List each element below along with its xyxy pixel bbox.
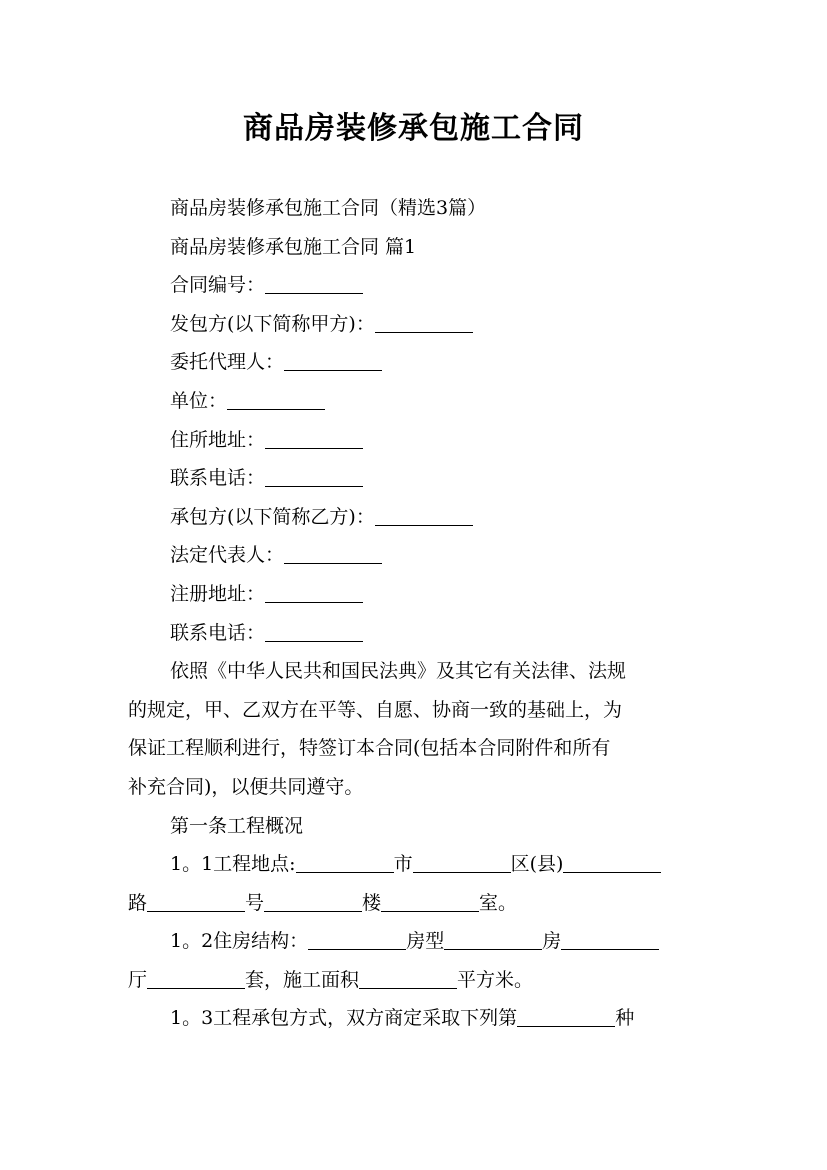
blank-line (265, 621, 363, 642)
field-label: 单位： (170, 389, 228, 412)
field-phone-a (128, 459, 704, 498)
field-legal-rep (128, 536, 704, 575)
clause-text: 市 (393, 853, 413, 876)
clause-label: 1。1工程地点: (170, 853, 296, 876)
blank-line (563, 852, 661, 873)
section-heading: 商品房装修承包施工合同 篇1 (170, 235, 417, 258)
blank-line (444, 929, 542, 950)
blank-line (413, 852, 511, 873)
clause-text: 路 (128, 891, 148, 914)
document-body (128, 189, 704, 1038)
blank-line (517, 1006, 615, 1027)
field-label: 法定代表人： (170, 544, 285, 567)
clause-text: 号 (245, 891, 265, 914)
blank-line (359, 968, 457, 989)
field-label: 联系电话： (170, 467, 266, 490)
blank-line (147, 891, 245, 912)
intro-line-1: 依照《中华人民共和国民法典》及其它有关法律、法规 (170, 660, 627, 683)
clause-1-2-line-2 (128, 961, 704, 1000)
field-party-b (128, 498, 704, 537)
document-subtitle: 商品房装修承包施工合同（精选3篇） (170, 197, 487, 219)
clause-text: 平方米。 (457, 968, 534, 991)
clause-text: 楼 (362, 891, 382, 914)
blank-line (375, 312, 473, 333)
blank-line (264, 891, 362, 912)
clause-text: 1。3工程承包方式，双方商定采取下列第 (170, 1007, 518, 1030)
field-label: 注册地址： (170, 582, 266, 605)
blank-line (381, 891, 479, 912)
blank-line (265, 466, 363, 487)
blank-line (561, 929, 659, 950)
field-party-a (128, 305, 704, 344)
clause-text: 房型 (406, 930, 445, 953)
field-agent (128, 343, 704, 382)
blank-line (375, 505, 473, 526)
clause-1-1-line-2 (128, 884, 704, 923)
blank-line (284, 350, 382, 371)
clause-1-3-line-1 (128, 999, 704, 1038)
clause-text: 厅 (128, 968, 148, 991)
clause-label: 1。2住房结构： (170, 930, 309, 953)
blank-line (265, 428, 363, 449)
clause-text: 室。 (479, 891, 518, 914)
clause-text: 区(县) (510, 853, 564, 876)
intro-line-2: 的规定，甲、乙双方在平等、自愿、协商一致的基础上，为 (128, 698, 623, 721)
document-title: 商品房装修承包施工合同 (243, 111, 584, 146)
intro-line-4: 补充合同)，以便共同遵守。 (128, 775, 364, 798)
blank-line (147, 968, 245, 989)
field-address (128, 421, 704, 460)
field-label: 发包方(以下简称甲方)： (170, 312, 375, 335)
clause-text: 种 (615, 1007, 635, 1030)
clause-text: 套，施工面积 (245, 968, 360, 991)
blank-line (265, 582, 363, 603)
clause-1-2-line-1 (128, 922, 704, 961)
field-label: 承包方(以下简称乙方)： (170, 505, 375, 528)
blank-line (296, 852, 394, 873)
clause-1-1-line-1 (128, 845, 704, 884)
blank-line (265, 273, 363, 294)
field-label: 合同编号： (170, 274, 266, 297)
intro-line-3: 保证工程顺利进行，特签订本合同(包括本合同附件和所有 (128, 737, 611, 760)
field-contract-number (128, 266, 704, 305)
field-label: 住所地址： (170, 428, 266, 451)
field-label: 委托代理人： (170, 351, 285, 374)
field-label: 联系电话： (170, 621, 266, 644)
blank-line (227, 389, 325, 410)
field-phone-b (128, 614, 704, 653)
blank-line (284, 543, 382, 564)
clause-text: 房 (542, 930, 562, 953)
field-reg-address (128, 575, 704, 614)
blank-line (308, 929, 406, 950)
article-heading: 第一条工程概况 (170, 814, 304, 837)
field-unit (128, 382, 704, 421)
